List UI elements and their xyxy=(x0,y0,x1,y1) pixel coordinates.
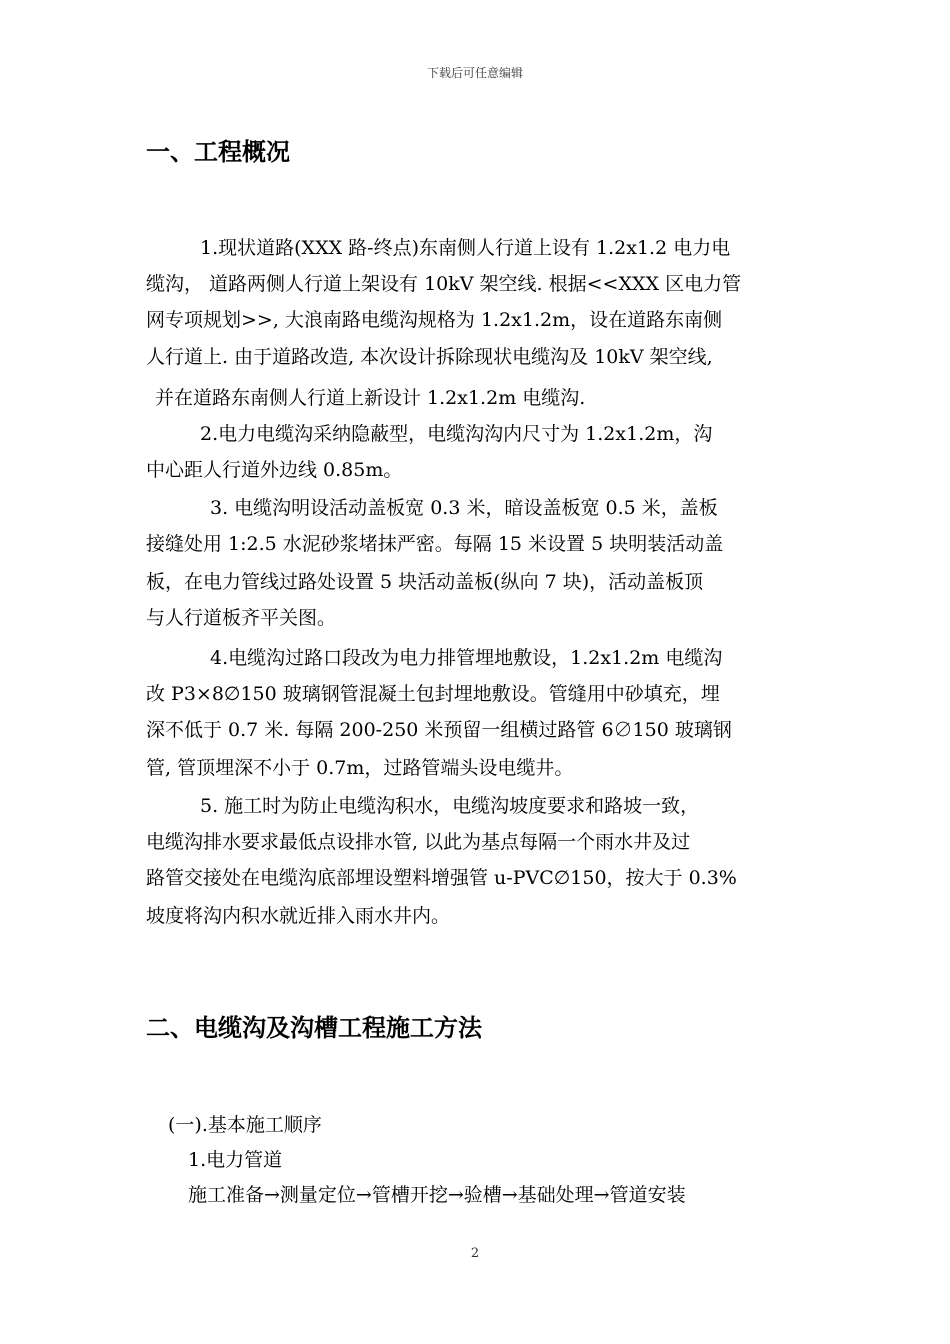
paragraph-line: 4.电缆沟过路口段改为电力排管埋地敷设，1.2x1.2m 电缆沟 xyxy=(210,647,723,669)
paragraph-line: 2.电力电缆沟采纳隐蔽型，电缆沟沟内尺寸为 1.2x1.2m，沟 xyxy=(200,423,713,445)
paragraph-line: 改 P3×8∅150 玻璃钢管混凝土包封埋地敷设。管缝用中砂填充，埋 xyxy=(146,683,720,705)
paragraph-line: 深不低于 0.7 米. 每隔 200-250 米预留一组横过路管 6∅150 玻璃钢 xyxy=(146,719,732,741)
paragraph-line: 接缝处用 1:2.5 水泥砂浆堵抹严密。每隔 15 米设置 5 块明装活动盖 xyxy=(146,533,724,555)
paragraph-line: 5. 施工时为防止电缆沟积水，电缆沟坡度要求和路坡一致， xyxy=(200,795,700,817)
page-header: 下载后可任意编辑 xyxy=(426,66,523,80)
item-title-power-pipeline: 1.电力管道 xyxy=(188,1149,283,1171)
construction-sequence-text: 施工准备→测量定位→管槽开挖→验槽→基础处理→管道安装 xyxy=(188,1184,686,1206)
paragraph-line: 3. 电缆沟明设活动盖板宽 0.3 米，暗设盖板宽 0.5 米，盖板 xyxy=(210,497,718,519)
paragraph-line: 电缆沟排水要求最低点设排水管, 以此为基点每隔一个雨水井及过 xyxy=(146,831,691,853)
paragraph-line: 板，在电力管线过路处设置 5 块活动盖板(纵向 7 块)，活动盖板顶 xyxy=(146,571,704,593)
paragraph-line: 路管交接处在电缆沟底部埋设塑料增强管 u-PVC∅150，按大于 0.3% xyxy=(146,867,737,889)
paragraph-line: 并在道路东南侧人行道上新设计 1.2x1.2m 电缆沟. xyxy=(155,387,586,409)
paragraph-line: 管, 管顶埋深不小于 0.7m，过路管端头设电缆井。 xyxy=(146,757,574,779)
subsection-title: (一).基本施工顺序 xyxy=(168,1114,322,1136)
paragraph-line: 人行道上. 由于道路改造, 本次设计拆除现状电缆沟及 10kV 架空线, xyxy=(146,346,713,368)
paragraph-line: 1.现状道路(XXX 路-终点)东南侧人行道上设有 1.2x1.2 电力电 xyxy=(200,237,731,259)
section-title-overview: 一、工程概况 xyxy=(146,138,290,166)
paragraph-line: 中心距人行道外边线 0.85m。 xyxy=(146,459,403,481)
paragraph-line: 坡度将沟内积水就近排入雨水井内。 xyxy=(146,905,451,927)
paragraph-line: 网专项规划>>, 大浪南路电缆沟规格为 1.2x1.2m，设在道路东南侧 xyxy=(146,309,723,331)
page-number: 2 xyxy=(470,1246,480,1261)
paragraph-line: 缆沟， 道路两侧人行道上架设有 10kV 架空线. 根据<<XXX 区电力管 xyxy=(146,273,742,295)
paragraph-line: 与人行道板齐平关图。 xyxy=(146,607,337,629)
section-title-construction-method: 二、电缆沟及沟槽工程施工方法 xyxy=(146,1014,482,1042)
